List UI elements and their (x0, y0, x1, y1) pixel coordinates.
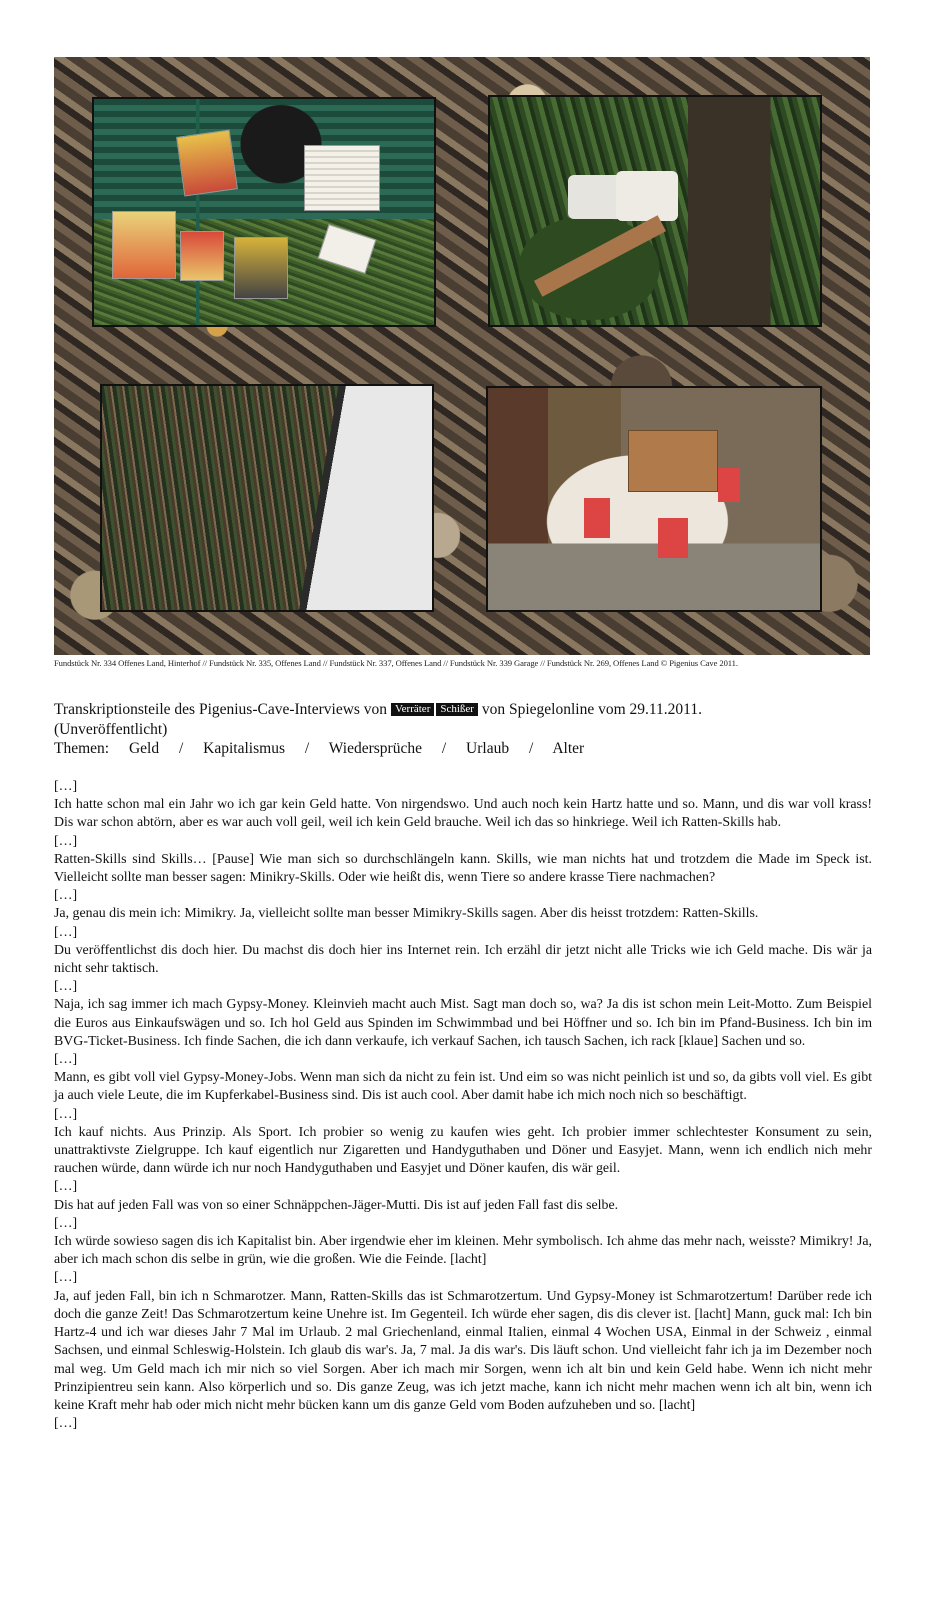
transcript-paragraph: […] (54, 779, 78, 794)
redacted-label-2: Schißer (436, 703, 478, 716)
transcript-paragraph: Ich kauf nichts. Aus Prinzip. Als Sport. Ich probier so wenig zu kaufen wies geht. Ich probier immer schlechtester Konsument zu sein, unattraktivste Zielgruppe. Ich kauf eigentlich nur Zigaretten und Handyguthaben und Döner und Easyjet. Mann, wenn ich endlich nich mehr rauchen würde, dann würde ich nur noch Handyguthaben und Easyjet und Döner kaufen, dis wär geil. (54, 1124, 872, 1177)
themes-label: Themen: (54, 740, 110, 757)
newspaper (584, 498, 610, 538)
magazine-stack (180, 231, 224, 281)
photo-garage-papers (486, 386, 822, 612)
theme-separator: / (178, 740, 184, 757)
themes-line (54, 740, 598, 758)
transcript-paragraph: Ja, auf jeden Fall, bin ich n Schmarotzer. Mann, Ratten-Skills das ist Schmarotzertum. Und Gypsy-Money ist Schmarotzertum! Darüber rede ich doch die ganze Zeit! Das Schmarotzertum keine Unehre ist. Im Gegenteil. Ich würde eher sagen, dis dis clever ist. [lacht] Mann, guck mal: Ich bin Hartz-4 und ich war dieses Jahr 7 Mal im Urlaub. 2 mal Griechenland, einmal Italien, einmal 4 Wochen USA, Einmal in der Schweiz , einmal Sachsen, und einmal Schleswig-Holstein. Ich glaub dis war's. Ja, 7 mal. Ja dis war's. Dis läuft schon. Und vielleicht fahr ich ja im Dezember noch mal weg. Um Geld mach ich mir nich so viel Sorgen. Aber ich mach mir Sorgen, wenn ich alt bin und kein Geld habe. Wenn ich nicht mehr Prinzipientreu sein kann. Also körperlich und so. Dis ganze Zeug, was ich jetzt mache, kann ich nicht mehr machen wenn ich alt bin, wenn ich keine Kraft mehr hab oder mich nicht mehr bücken kann um dis ganze Geld vom Boden aufzuheben und so. [lacht] (54, 1288, 872, 1413)
transcript-paragraph: […] (54, 888, 78, 904)
redacted-label-1: Verräter (391, 703, 434, 716)
photo-magazines-on-mat (92, 97, 436, 327)
newspaper-stack (304, 145, 380, 211)
cardboard-box (628, 430, 718, 492)
theme-item: Wiedersprüche (328, 740, 422, 757)
magazine-stack (318, 224, 377, 274)
theme-item: Geld (128, 740, 160, 757)
transcript-paragraph: […] (54, 1215, 78, 1231)
transcript-paragraph: […] (54, 979, 78, 995)
photo-bags-by-tree (488, 95, 822, 327)
theme-item: Kapitalismus (203, 740, 285, 757)
theme-item: Urlaub (466, 740, 510, 757)
transcript-paragraph: […] (54, 1416, 78, 1432)
wooden-plank (534, 215, 666, 297)
photo-caption: Fundstück Nr. 334 Offenes Land, Hinterhof // Fundstück Nr. 335, Offenes Land // Fundstück Nr. 337, Offenes Land // Fundstück Nr. 339 Garage // Fundstück Nr. 269, Offenes Land © Pigenius Cave 2011. (54, 658, 738, 668)
magazine-in-hands (176, 130, 238, 197)
heading-suffix: von Spiegelonline vom 29.11.2011. (481, 701, 702, 718)
transcript-paragraph: Ich würde sowieso sagen dis ich Kapitalist bin. Aber irgendwie eher im kleinen. Mehr symbolisch. Ich ahme das mehr nach, weisste? Mimikry! Ja, aber ich mach schon dis selbe in grün, wie die großen. Wie die Feinde. [lacht] (54, 1234, 872, 1268)
transcript-paragraph: Du veröffentlichst dis doch hier. Du machst dis doch hier ins Internet rein. Ich erzähl dir jetzt nicht alle Tricks wie ich Geld mache. Dis wär ja nicht sehr taktisch. (54, 942, 872, 977)
transcript-paragraph: Ratten-Skills sind Skills… [Pause] Wie man sich so durchschlängeln kann. Skills, wie man nichts hat und trotzdem die Made im Speck ist. Vielleicht sollte man besser sagen: Minikry-Skills. Oder wie heißt dis, wenn Tiere so andere krasse Tiere nachmachen? (54, 851, 872, 886)
transcript-paragraph: Ja, genau dis mein ich: Mimikry. Ja, vielleicht sollte man besser Mimikry-Skills sagen. Aber dis heisst trotzdem: Ratten-Skills. (54, 906, 759, 922)
heading-note: (Unveröffentlicht) (54, 721, 168, 738)
photo-bushes-by-wall (100, 384, 434, 612)
transcript-paragraph: […] (54, 1106, 78, 1122)
document-heading (54, 700, 884, 740)
transcript-paragraph: Ich hatte schon mal ein Jahr wo ich gar kein Geld hatte. Von nirgendswo. Und auch noch kein Hartz hatte und so. Mann, und dis war voll krass! Dis war schon abtörn, aber es war auch voll geil, weil ich kein Geld brauche. Weil ich das so hinkriege. Weil ich Ratten-Skills hab. (54, 797, 872, 831)
transcript-paragraph: Naja, ich sag immer ich mach Gypsy-Money. Kleinvieh macht auch Mist. Sagt man doch so, wa? Ja dis ist schon mein Leit-Motto. Zum Beispiel die Euros aus Einkaufswägen und so. Ich hol Geld aus Spinden im Schwimmbad und bei Höffner und so. Ich bin im Pfand-Business. Ich bin im BVG-Ticket-Business. Ich finde Sachen, die ich dann verkaufe, ich verkauf Sachen, ich tausch Sachen, ich rack [klaue] Sachen und so. (54, 997, 872, 1049)
transcript-paragraph: […] (54, 924, 78, 940)
transcript-paragraph: Dis hat auf jeden Fall was von so einer Schnäppchen-Jäger-Mutti. Dis ist auf jeden Fall fast dis selbe. (54, 1197, 619, 1213)
transcript-paragraph: […] (54, 833, 78, 849)
newspaper (658, 518, 688, 558)
theme-separator: / (441, 740, 447, 757)
transcript-paragraph: Mann, es gibt voll viel Gypsy-Money-Jobs. Wenn man sich da nicht zu fein ist. Und eim so was nicht peinlich ist und so, da gibts voll viel. Es gibt ja auch viele Leute, die im Kupferkabel-Business sind. Dis ist auch cool. Aber damit habe ich mich noch nich so beschäftigt. (54, 1070, 872, 1104)
newspaper (718, 468, 740, 502)
theme-separator: / (528, 740, 534, 757)
transcript-paragraph: […] (54, 1179, 78, 1195)
transcript-paragraph: […] (54, 1052, 78, 1068)
theme-item: Alter (552, 740, 585, 757)
magazine-stack (234, 237, 288, 299)
heading-prefix: Transkriptionsteile des Pigenius-Cave-Interviews von (54, 701, 388, 718)
plastic-bag (616, 171, 678, 221)
theme-separator: / (304, 740, 310, 757)
transcript (54, 778, 872, 1433)
magazine-stack (112, 211, 176, 279)
transcript-paragraph: […] (54, 1270, 78, 1286)
